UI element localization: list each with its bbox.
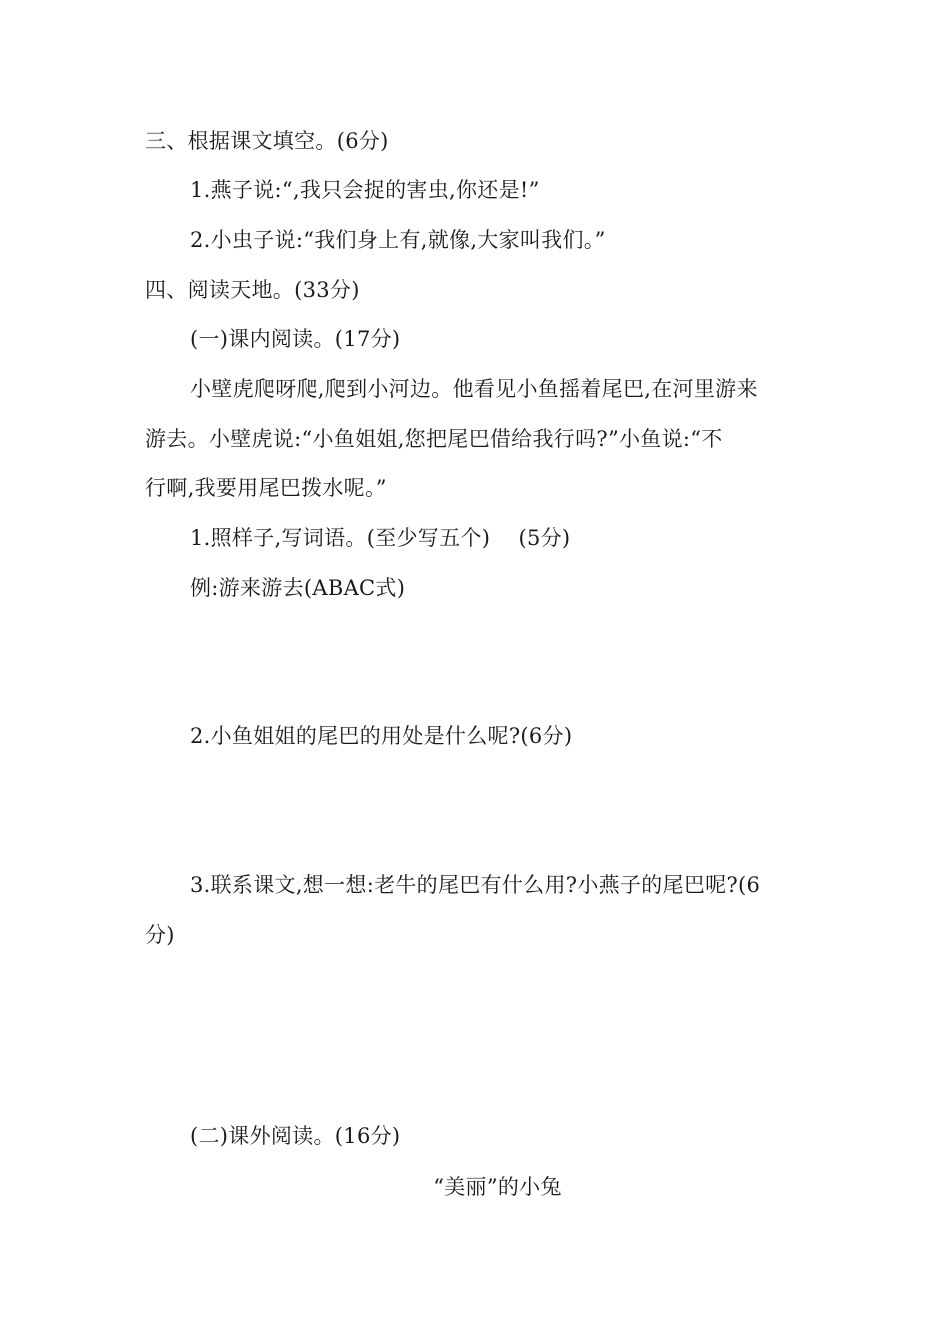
story-title: “美丽”的小兔: [433, 1175, 562, 1199]
passage-line-3: 行啊,我要用尾巴拨水呢。”: [145, 476, 387, 500]
part-1-question-3-line-1: 3.联系课文,想一想:老牛的尾巴有什么用?小燕子的尾巴呢?(6: [190, 873, 761, 897]
section-3-heading: 三、根据课文填空。(6分): [145, 129, 389, 153]
part-1-question-1-example: 例:游来游去(ABAC式): [190, 576, 406, 600]
part-1-question-3-line-2: 分): [145, 923, 175, 947]
part-1-heading: (一)课内阅读。(17分): [190, 327, 401, 351]
passage-line-2: 游去。小壁虎说:“小鱼姐姐,您把尾巴借给我行吗?”小鱼说:“不: [145, 427, 723, 451]
section-4-heading: 四、阅读天地。(33分): [145, 278, 360, 302]
section-3-question-1: 1.燕子说:“,我只会捉的害虫,你还是!”: [190, 178, 540, 202]
section-3-question-2: 2.小虫子说:“我们身上有,就像,大家叫我们。”: [190, 228, 606, 252]
part-1-question-1: 1.照样子,写词语。(至少写五个) (5分): [190, 526, 571, 550]
passage-line-1: 小壁虎爬呀爬,爬到小河边。他看见小鱼摇着尾巴,在河里游来: [190, 377, 758, 401]
part-1-question-2: 2.小鱼姐姐的尾巴的用处是什么呢?(6分): [190, 724, 573, 748]
part-2-heading: (二)课外阅读。(16分): [190, 1124, 401, 1148]
